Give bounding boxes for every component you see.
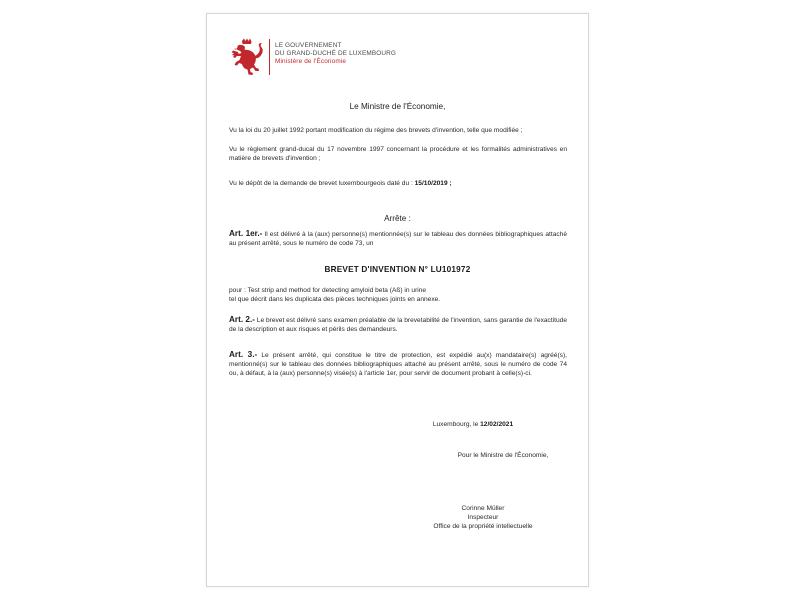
signatory-block <box>413 504 553 531</box>
vu-paragraph-2: Vu le règlement grand-ducal du 17 novembre 1997 concernant la procédure et les formalités administratives en matière de brevets d'invention ; <box>229 146 567 162</box>
government-name <box>275 38 396 66</box>
government-header <box>229 38 396 76</box>
vu3-prefix: Vu le dépôt de la demande de brevet luxembourgeois daté du : <box>229 180 413 187</box>
pour-line-1: pour : Test strip and method for detecting amyloid beta (Aß) in urine <box>229 287 427 294</box>
patent-title: BREVET D'INVENTION N° LU101972 <box>324 265 471 274</box>
minister-title: Le Ministre de l'Économie, <box>349 102 446 111</box>
header-divider <box>269 39 270 75</box>
article-2-text: Le brevet est délivré sans examen préalable de la brevetabilité de l'invention, sans garantie de l'exactitude de la description et aux risques et périls des demandeurs. <box>229 317 567 333</box>
article-3 <box>229 350 567 378</box>
article-3-text: Le présent arrêté, qui constitue le titre de protection, est expédié au(x) mandataire(s) agréé(s), mentionné(s) sur le tableau des données bibliographiques attaché au présent arrêté, sous le numéro de code 74 ou, à défaut, à la (aux) personne(s) visée(s) à l'article 1er, pour servir de document probant à celle(s)-ci. <box>229 352 567 377</box>
filing-date: 15/10/2019 ; <box>414 180 452 187</box>
article-1-label: Art. 1er.- <box>229 229 263 238</box>
pour-minister-line: Pour le Ministre de l'Économie, <box>457 452 549 459</box>
article-1 <box>229 229 567 248</box>
article-3-label: Art. 3.- <box>229 350 258 359</box>
pour-line-2: tel que décrit dans les duplicata des pièces techniques joints en annexe. <box>229 296 441 303</box>
article-1-text: Il est délivré à la (aux) personne(s) mentionnée(s) sur le tableau des données bibliographiques attaché au présent arrêté, sous le numéro de code 73, un <box>229 231 567 247</box>
vu-paragraph-1: Vu la loi du 20 juillet 1992 portant modification du régime des brevets d'invention, telle que modifiée ; <box>229 127 523 134</box>
red-lion-icon <box>229 38 265 76</box>
vu-paragraph-3 <box>229 179 567 188</box>
org-ministry: Ministère de l'Économie <box>275 58 347 65</box>
article-2-label: Art. 2.- <box>229 315 255 324</box>
signer-office: Office de la propriété intellectuelle <box>433 523 533 530</box>
place-prefix: Luxembourg, le <box>432 421 479 428</box>
arrete-heading: Arrête : <box>384 214 411 223</box>
signer-role: Inspecteur <box>467 514 499 521</box>
org-line-1: LE GOUVERNEMENT <box>275 42 342 49</box>
signature-date: 12/02/2021 <box>480 421 514 428</box>
article-2 <box>229 315 567 334</box>
pour-paragraph <box>229 286 567 304</box>
signer-name: Corinne Müller <box>461 505 505 512</box>
org-line-2: DU GRAND-DUCHÉ DE LUXEMBOURG <box>275 50 397 57</box>
place-date-line <box>403 420 543 429</box>
document-page <box>206 13 589 587</box>
